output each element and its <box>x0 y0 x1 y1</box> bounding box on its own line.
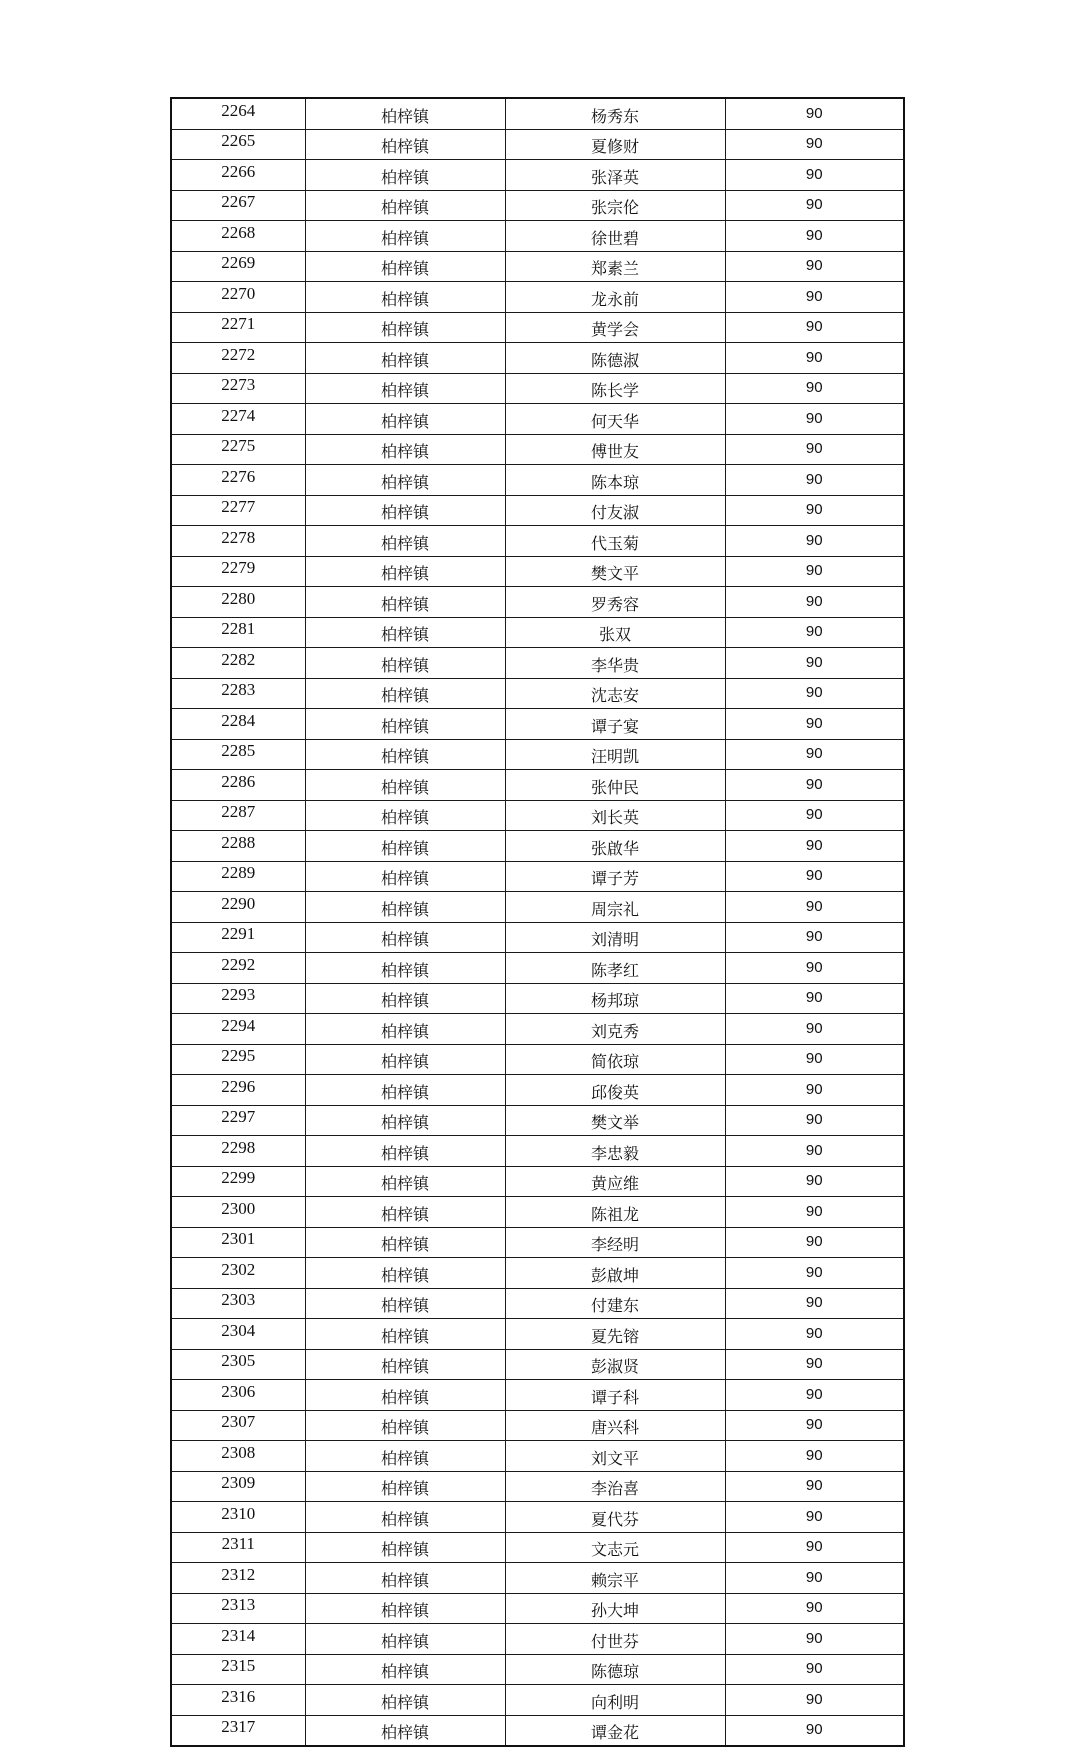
amount-cell: 90 <box>725 495 904 526</box>
name-cell: 彭淑贤 <box>505 1349 725 1380</box>
amount-cell: 90 <box>725 1319 904 1350</box>
name-cell: 刘克秀 <box>505 1014 725 1045</box>
row-id-cell: 2282 <box>171 648 305 679</box>
table-row <box>171 831 904 862</box>
amount-cell: 90 <box>725 831 904 862</box>
table-row <box>171 1075 904 1106</box>
row-id-cell: 2301 <box>171 1227 305 1258</box>
town-cell: 柏梓镇 <box>305 495 505 526</box>
row-id-cell: 2299 <box>171 1166 305 1197</box>
table-row <box>171 1563 904 1594</box>
name-cell: 张泽英 <box>505 160 725 191</box>
amount-cell: 90 <box>725 739 904 770</box>
town-cell: 柏梓镇 <box>305 770 505 801</box>
row-id-cell: 2296 <box>171 1075 305 1106</box>
name-cell: 张双 <box>505 617 725 648</box>
name-cell: 夏修财 <box>505 129 725 160</box>
town-cell: 柏梓镇 <box>305 922 505 953</box>
row-id-cell: 2266 <box>171 160 305 191</box>
name-cell: 谭子芳 <box>505 861 725 892</box>
table-row <box>171 1441 904 1472</box>
table-row <box>171 1410 904 1441</box>
row-id-cell: 2289 <box>171 861 305 892</box>
amount-cell: 90 <box>725 953 904 984</box>
amount-cell: 90 <box>725 1258 904 1289</box>
name-cell: 刘清明 <box>505 922 725 953</box>
town-cell: 柏梓镇 <box>305 1258 505 1289</box>
name-cell: 黄学会 <box>505 312 725 343</box>
town-cell: 柏梓镇 <box>305 709 505 740</box>
table-row <box>171 1380 904 1411</box>
name-cell: 向利明 <box>505 1685 725 1716</box>
name-cell: 夏代芬 <box>505 1502 725 1533</box>
amount-cell: 90 <box>725 282 904 313</box>
town-cell: 柏梓镇 <box>305 1075 505 1106</box>
name-cell: 代玉菊 <box>505 526 725 557</box>
name-cell: 徐世碧 <box>505 221 725 252</box>
name-cell: 陈孝红 <box>505 953 725 984</box>
amount-cell: 90 <box>725 1502 904 1533</box>
name-cell: 杨邦琼 <box>505 983 725 1014</box>
name-cell: 谭金花 <box>505 1715 725 1746</box>
name-cell: 傅世友 <box>505 434 725 465</box>
town-cell: 柏梓镇 <box>305 98 505 129</box>
amount-cell: 90 <box>725 434 904 465</box>
amount-cell: 90 <box>725 709 904 740</box>
roster-table-body <box>171 98 904 1746</box>
table-row <box>171 983 904 1014</box>
town-cell: 柏梓镇 <box>305 1197 505 1228</box>
town-cell: 柏梓镇 <box>305 465 505 496</box>
town-cell: 柏梓镇 <box>305 1624 505 1655</box>
town-cell: 柏梓镇 <box>305 892 505 923</box>
amount-cell: 90 <box>725 556 904 587</box>
row-id-cell: 2272 <box>171 343 305 374</box>
row-id-cell: 2285 <box>171 739 305 770</box>
amount-cell: 90 <box>725 1075 904 1106</box>
table-row <box>171 1593 904 1624</box>
row-id-cell: 2268 <box>171 221 305 252</box>
amount-cell: 90 <box>725 251 904 282</box>
row-id-cell: 2305 <box>171 1349 305 1380</box>
table-row <box>171 556 904 587</box>
row-id-cell: 2317 <box>171 1715 305 1746</box>
row-id-cell: 2290 <box>171 892 305 923</box>
table-row <box>171 709 904 740</box>
table-row <box>171 1624 904 1655</box>
town-cell: 柏梓镇 <box>305 251 505 282</box>
name-cell: 赖宗平 <box>505 1563 725 1594</box>
name-cell: 张宗伦 <box>505 190 725 221</box>
town-cell: 柏梓镇 <box>305 1563 505 1594</box>
town-cell: 柏梓镇 <box>305 617 505 648</box>
name-cell: 陈德琼 <box>505 1654 725 1685</box>
town-cell: 柏梓镇 <box>305 831 505 862</box>
amount-cell: 90 <box>725 617 904 648</box>
table-row <box>171 1014 904 1045</box>
table-row <box>171 1166 904 1197</box>
name-cell: 汪明凯 <box>505 739 725 770</box>
table-row <box>171 678 904 709</box>
name-cell: 夏先镕 <box>505 1319 725 1350</box>
name-cell: 邱俊英 <box>505 1075 725 1106</box>
name-cell: 樊文举 <box>505 1105 725 1136</box>
name-cell: 黄应维 <box>505 1166 725 1197</box>
row-id-cell: 2294 <box>171 1014 305 1045</box>
name-cell: 刘文平 <box>505 1441 725 1472</box>
name-cell: 彭啟坤 <box>505 1258 725 1289</box>
amount-cell: 90 <box>725 373 904 404</box>
table-row <box>171 312 904 343</box>
amount-cell: 90 <box>725 1685 904 1716</box>
town-cell: 柏梓镇 <box>305 648 505 679</box>
row-id-cell: 2286 <box>171 770 305 801</box>
table-row <box>171 1227 904 1258</box>
table-row <box>171 1258 904 1289</box>
name-cell: 张啟华 <box>505 831 725 862</box>
amount-cell: 90 <box>725 160 904 191</box>
table-row <box>171 1715 904 1746</box>
amount-cell: 90 <box>725 922 904 953</box>
town-cell: 柏梓镇 <box>305 404 505 435</box>
town-cell: 柏梓镇 <box>305 312 505 343</box>
amount-cell: 90 <box>725 1624 904 1655</box>
name-cell: 陈长学 <box>505 373 725 404</box>
table-row <box>171 190 904 221</box>
row-id-cell: 2311 <box>171 1532 305 1563</box>
town-cell: 柏梓镇 <box>305 1014 505 1045</box>
table-row <box>171 1319 904 1350</box>
town-cell: 柏梓镇 <box>305 1532 505 1563</box>
table-row <box>171 1532 904 1563</box>
row-id-cell: 2273 <box>171 373 305 404</box>
name-cell: 陈德淑 <box>505 343 725 374</box>
row-id-cell: 2298 <box>171 1136 305 1167</box>
town-cell: 柏梓镇 <box>305 1441 505 1472</box>
row-id-cell: 2281 <box>171 617 305 648</box>
table-row <box>171 343 904 374</box>
table-row <box>171 495 904 526</box>
town-cell: 柏梓镇 <box>305 861 505 892</box>
amount-cell: 90 <box>725 892 904 923</box>
row-id-cell: 2293 <box>171 983 305 1014</box>
amount-cell: 90 <box>725 129 904 160</box>
amount-cell: 90 <box>725 1532 904 1563</box>
town-cell: 柏梓镇 <box>305 1166 505 1197</box>
table-row <box>171 1349 904 1380</box>
name-cell: 李华贵 <box>505 648 725 679</box>
amount-cell: 90 <box>725 678 904 709</box>
name-cell: 李忠毅 <box>505 1136 725 1167</box>
table-row <box>171 617 904 648</box>
table-row <box>171 770 904 801</box>
amount-cell: 90 <box>725 648 904 679</box>
table-row <box>171 1197 904 1228</box>
row-id-cell: 2278 <box>171 526 305 557</box>
name-cell: 简依琼 <box>505 1044 725 1075</box>
row-id-cell: 2284 <box>171 709 305 740</box>
town-cell: 柏梓镇 <box>305 1410 505 1441</box>
town-cell: 柏梓镇 <box>305 1380 505 1411</box>
name-cell: 张仲民 <box>505 770 725 801</box>
row-id-cell: 2313 <box>171 1593 305 1624</box>
amount-cell: 90 <box>725 1715 904 1746</box>
row-id-cell: 2303 <box>171 1288 305 1319</box>
row-id-cell: 2275 <box>171 434 305 465</box>
amount-cell: 90 <box>725 1380 904 1411</box>
town-cell: 柏梓镇 <box>305 1288 505 1319</box>
name-cell: 李经明 <box>505 1227 725 1258</box>
town-cell: 柏梓镇 <box>305 1319 505 1350</box>
table-row <box>171 221 904 252</box>
row-id-cell: 2297 <box>171 1105 305 1136</box>
town-cell: 柏梓镇 <box>305 1654 505 1685</box>
town-cell: 柏梓镇 <box>305 1502 505 1533</box>
town-cell: 柏梓镇 <box>305 373 505 404</box>
name-cell: 付世芬 <box>505 1624 725 1655</box>
row-id-cell: 2314 <box>171 1624 305 1655</box>
row-id-cell: 2271 <box>171 312 305 343</box>
town-cell: 柏梓镇 <box>305 587 505 618</box>
table-row <box>171 434 904 465</box>
town-cell: 柏梓镇 <box>305 1685 505 1716</box>
amount-cell: 90 <box>725 526 904 557</box>
name-cell: 樊文平 <box>505 556 725 587</box>
name-cell: 文志元 <box>505 1532 725 1563</box>
amount-cell: 90 <box>725 98 904 129</box>
town-cell: 柏梓镇 <box>305 1105 505 1136</box>
town-cell: 柏梓镇 <box>305 1349 505 1380</box>
row-id-cell: 2277 <box>171 495 305 526</box>
town-cell: 柏梓镇 <box>305 129 505 160</box>
row-id-cell: 2312 <box>171 1563 305 1594</box>
name-cell: 周宗礼 <box>505 892 725 923</box>
table-row <box>171 1685 904 1716</box>
amount-cell: 90 <box>725 1227 904 1258</box>
row-id-cell: 2267 <box>171 190 305 221</box>
name-cell: 陈本琼 <box>505 465 725 496</box>
amount-cell: 90 <box>725 465 904 496</box>
town-cell: 柏梓镇 <box>305 434 505 465</box>
table-row <box>171 861 904 892</box>
name-cell: 谭子宴 <box>505 709 725 740</box>
table-row <box>171 953 904 984</box>
amount-cell: 90 <box>725 1105 904 1136</box>
table-row <box>171 282 904 313</box>
table-row <box>171 1502 904 1533</box>
table-row <box>171 129 904 160</box>
amount-cell: 90 <box>725 1014 904 1045</box>
row-id-cell: 2306 <box>171 1380 305 1411</box>
amount-cell: 90 <box>725 312 904 343</box>
amount-cell: 90 <box>725 1441 904 1472</box>
amount-cell: 90 <box>725 800 904 831</box>
amount-cell: 90 <box>725 1288 904 1319</box>
row-id-cell: 2280 <box>171 587 305 618</box>
amount-cell: 90 <box>725 770 904 801</box>
table-row <box>171 526 904 557</box>
amount-cell: 90 <box>725 1136 904 1167</box>
row-id-cell: 2265 <box>171 129 305 160</box>
table-row <box>171 465 904 496</box>
table-row <box>171 922 904 953</box>
row-id-cell: 2283 <box>171 678 305 709</box>
name-cell: 陈祖龙 <box>505 1197 725 1228</box>
row-id-cell: 2276 <box>171 465 305 496</box>
town-cell: 柏梓镇 <box>305 556 505 587</box>
row-id-cell: 2310 <box>171 1502 305 1533</box>
name-cell: 郑素兰 <box>505 251 725 282</box>
name-cell: 付友淑 <box>505 495 725 526</box>
table-row <box>171 160 904 191</box>
table-row <box>171 1471 904 1502</box>
name-cell: 李治喜 <box>505 1471 725 1502</box>
town-cell: 柏梓镇 <box>305 343 505 374</box>
table-row <box>171 800 904 831</box>
name-cell: 唐兴科 <box>505 1410 725 1441</box>
table-row <box>171 648 904 679</box>
table-row <box>171 587 904 618</box>
name-cell: 罗秀容 <box>505 587 725 618</box>
amount-cell: 90 <box>725 1593 904 1624</box>
row-id-cell: 2307 <box>171 1410 305 1441</box>
table-row <box>171 373 904 404</box>
amount-cell: 90 <box>725 983 904 1014</box>
town-cell: 柏梓镇 <box>305 1593 505 1624</box>
town-cell: 柏梓镇 <box>305 739 505 770</box>
town-cell: 柏梓镇 <box>305 800 505 831</box>
table-row <box>171 1105 904 1136</box>
row-id-cell: 2288 <box>171 831 305 862</box>
amount-cell: 90 <box>725 1166 904 1197</box>
town-cell: 柏梓镇 <box>305 1136 505 1167</box>
row-id-cell: 2300 <box>171 1197 305 1228</box>
table-row <box>171 251 904 282</box>
town-cell: 柏梓镇 <box>305 1044 505 1075</box>
town-cell: 柏梓镇 <box>305 983 505 1014</box>
amount-cell: 90 <box>725 1044 904 1075</box>
amount-cell: 90 <box>725 1471 904 1502</box>
table-row <box>171 1654 904 1685</box>
row-id-cell: 2304 <box>171 1319 305 1350</box>
table-row <box>171 404 904 435</box>
row-id-cell: 2308 <box>171 1441 305 1472</box>
roster-table <box>170 97 905 1747</box>
amount-cell: 90 <box>725 343 904 374</box>
town-cell: 柏梓镇 <box>305 282 505 313</box>
name-cell: 何天华 <box>505 404 725 435</box>
town-cell: 柏梓镇 <box>305 526 505 557</box>
town-cell: 柏梓镇 <box>305 221 505 252</box>
amount-cell: 90 <box>725 1410 904 1441</box>
name-cell: 沈志安 <box>505 678 725 709</box>
amount-cell: 90 <box>725 190 904 221</box>
row-id-cell: 2302 <box>171 1258 305 1289</box>
amount-cell: 90 <box>725 1349 904 1380</box>
name-cell: 刘长英 <box>505 800 725 831</box>
name-cell: 谭子科 <box>505 1380 725 1411</box>
table-row <box>171 1136 904 1167</box>
amount-cell: 90 <box>725 1197 904 1228</box>
town-cell: 柏梓镇 <box>305 190 505 221</box>
amount-cell: 90 <box>725 861 904 892</box>
amount-cell: 90 <box>725 404 904 435</box>
amount-cell: 90 <box>725 1563 904 1594</box>
row-id-cell: 2269 <box>171 251 305 282</box>
table-row <box>171 1044 904 1075</box>
row-id-cell: 2316 <box>171 1685 305 1716</box>
row-id-cell: 2295 <box>171 1044 305 1075</box>
table-row <box>171 98 904 129</box>
name-cell: 孙大坤 <box>505 1593 725 1624</box>
row-id-cell: 2315 <box>171 1654 305 1685</box>
row-id-cell: 2270 <box>171 282 305 313</box>
name-cell: 杨秀东 <box>505 98 725 129</box>
amount-cell: 90 <box>725 1654 904 1685</box>
town-cell: 柏梓镇 <box>305 1227 505 1258</box>
table-row <box>171 892 904 923</box>
table-row <box>171 1288 904 1319</box>
row-id-cell: 2264 <box>171 98 305 129</box>
name-cell: 龙永前 <box>505 282 725 313</box>
town-cell: 柏梓镇 <box>305 1715 505 1746</box>
row-id-cell: 2291 <box>171 922 305 953</box>
table-row <box>171 739 904 770</box>
amount-cell: 90 <box>725 587 904 618</box>
row-id-cell: 2292 <box>171 953 305 984</box>
row-id-cell: 2279 <box>171 556 305 587</box>
town-cell: 柏梓镇 <box>305 953 505 984</box>
row-id-cell: 2309 <box>171 1471 305 1502</box>
town-cell: 柏梓镇 <box>305 1471 505 1502</box>
row-id-cell: 2287 <box>171 800 305 831</box>
town-cell: 柏梓镇 <box>305 160 505 191</box>
town-cell: 柏梓镇 <box>305 678 505 709</box>
name-cell: 付建东 <box>505 1288 725 1319</box>
amount-cell: 90 <box>725 221 904 252</box>
row-id-cell: 2274 <box>171 404 305 435</box>
